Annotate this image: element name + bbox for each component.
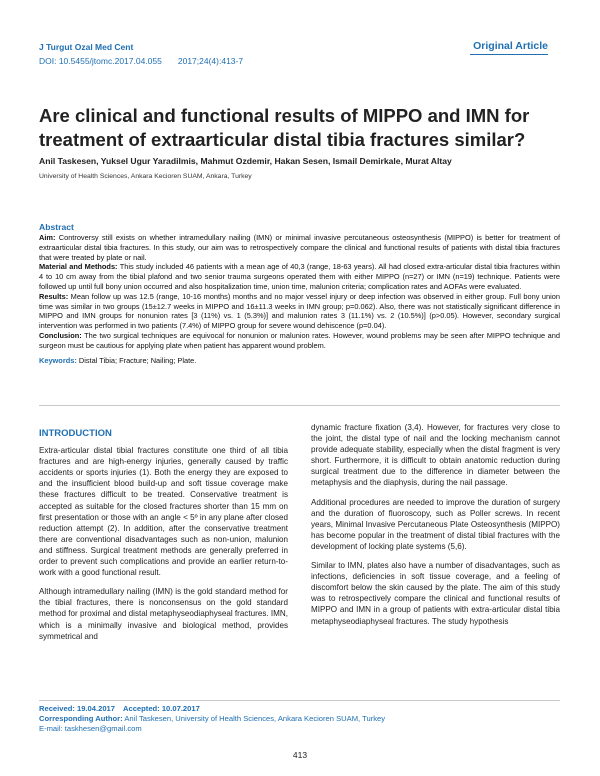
accepted-date: Accepted: 10.07.2017 xyxy=(123,704,200,713)
intro-paragraph-4: Additional procedures are needed to improve the duration of surgery and the duration of fluoroscopy, such as Poller screws. In recent years, Minimal Invasive Percutaneous Plate Osteosynthesis (MIPPO) has become popular in the treatment of distal tibial fractures with the development of locking plate systems (5,6). xyxy=(311,497,560,551)
journal-name: J Turgut Ozal Med Cent xyxy=(39,42,134,52)
intro-paragraph-3: dynamic fracture fixation (3,4). However, for fractures very close to the joint, the distal type of nail and the locking mechanism cannot provide adequate stability, especially when the distal fragment is very short. Furthermore, it is difficult to obtain anatomic reduction during surgical treatment due to the difference in diameter between the metaphysis and the diaphysis, during the nail passage. xyxy=(311,423,560,488)
abstract-results xyxy=(39,292,560,331)
abstract-aim xyxy=(39,233,560,262)
intro-paragraph-2: Although intramedullary nailing (IMN) is the gold standard method for the tibial fractures, there is nonconsensus on the gold standard method for proximal and distal metaphyseodiaphyseal fractures. IMN, which is a minimally invasive and biological method, provides symmetrical and xyxy=(39,587,288,641)
corresponding-text: Anil Taskesen, University of Health Sciences, Ankara Kecioren SUAM, Turkey xyxy=(122,714,386,723)
results-text: Mean follow up was 12.5 (range, 10-16 months) months and no major vessel injury or deep infection was observed in either group. Full bony union time was similar in two groups (15±12.7 weeks in MIPPO and 16±11.3 weeks in IMN group; p=0.062). Also, there was not statistically significant difference in MIPPO and IMN groups for nonunion rates [3 (11%) vs. 1 (5.3%)] and malunion rates 3 (11.1%) vs. 2 (10.5%)] (p>0.05). However, secondary surgical intervention was performed in two patients (7.4%) of MIPPO group for severe wound dehiscence (p=0.04). xyxy=(39,291,560,331)
keywords-label: Keywords: xyxy=(39,355,77,365)
conclusion-label: Conclusion: xyxy=(39,330,82,340)
author-list: Anil Taskesen, Yuksel Ugur Yaradilmis, Mahmut Ozdemir, Hakan Sesen, Ismail Demirkale, Murat Altay xyxy=(39,156,452,166)
keywords-text: Distal Tibia; Fracture; Nailing; Plate. xyxy=(76,355,197,365)
abstract-methods xyxy=(39,262,560,291)
body-column-left xyxy=(39,428,288,650)
aim-text: Controversy still exists on whether intramedullary nailing (IMN) or minimal invasive percutaneous osteosynthesis (MIPPO) is better for treatment of extraarticular distal tibia fractures. In this study, our aim was to retrospectively compare the clinical and functional results of patients with distal tibia fractures that were treated by plate or nail. xyxy=(39,233,560,262)
introduction-heading: INTRODUCTION xyxy=(39,428,112,439)
methods-label: Material and Methods: xyxy=(39,262,118,272)
abstract-section xyxy=(39,222,560,365)
body-column-right xyxy=(311,422,560,635)
abstract-heading: Abstract xyxy=(39,222,74,232)
section-divider xyxy=(39,405,560,406)
keywords xyxy=(39,356,560,365)
received-date: Received: 19.04.2017 xyxy=(39,704,115,713)
aim-label: Aim: xyxy=(39,233,56,242)
doi-line xyxy=(39,56,243,66)
corresponding-label: Corresponding Author: xyxy=(39,714,123,723)
page-number: 413 xyxy=(292,750,308,760)
header-rule xyxy=(470,54,548,55)
intro-paragraph-1: Extra-articular distal tibial fractures constitute one third of all tibia fractures and are high-energy injuries, generally caused by traffic accidents or sports injuries (1). Both the energy they are exposed to and the insufficient blood build-up and soft tissue coverage make these fractures difficult to be treated. Conservative treatment is accepted as suitable for the closed fractures shorter than 15 mm on first presentation or those with an angle < 5º in any plane after closed reduction attempt (2). In addition, after the conservative treatment there are conventional disadvantages such as non-union, malunion and stiffness. Surgical treatment methods are generally preferred in order to prevent such complications and provide an earlier return-to-work with a good functional result. xyxy=(39,446,288,578)
intro-paragraph-5: Similar to IMN, plates also have a number of disadvantages, such as infections, deficiencies in soft tissue coverage, and a feeling of discomfort below the skin caused by the plate. The aim of this study was to retrospectively compare the clinical and functional results of MIPPO and IMN in a group of patients with extra-articular distal tibia metaphyseodiaphyseal fractures. The study hypothesis xyxy=(311,561,560,626)
citation: 2017;24(4):413-7 xyxy=(177,56,244,66)
article-type: Original Article xyxy=(473,40,548,52)
affiliation: University of Health Sciences, Ankara Kecioren SUAM, Ankara, Turkey xyxy=(39,173,252,180)
abstract-conclusion xyxy=(39,331,560,351)
dates-line xyxy=(39,704,200,713)
article-title: Are clinical and functional results of MIPPO and IMN for treatment of extraarticular distal tibia fractures similar? xyxy=(39,105,530,150)
doi[interactable]: DOI: 10.5455/jtomc.2017.04.055 xyxy=(39,56,162,66)
corresponding-author xyxy=(39,714,385,723)
methods-text: This study included 46 patients with a mean age of 40,3 (range, 18-63 years). All had closed extra-articular distal tibia fractures within 4 to 10 cm away from the tibial plafond and two senior trauma surgeons operated them with either MIPPO (n=27) or IMN (n=19) technique. Patients were followed up until full bony union occurred and also hospitalization time, union time, malunion criteria; complication rates and AOFAs were evaluated. xyxy=(39,262,560,291)
author-email[interactable]: E-mail: taskhesen@gmail.com xyxy=(39,724,142,733)
conclusion-text: The two surgical techniques are equivocal for nonunion or malunion rates. However, wound problems may be seen after MIPPO technique and surgeon must be cautious for applying plate when patient has apparent wound problem. xyxy=(39,330,560,350)
results-label: Results: xyxy=(39,291,69,301)
footer-rule xyxy=(39,700,560,701)
